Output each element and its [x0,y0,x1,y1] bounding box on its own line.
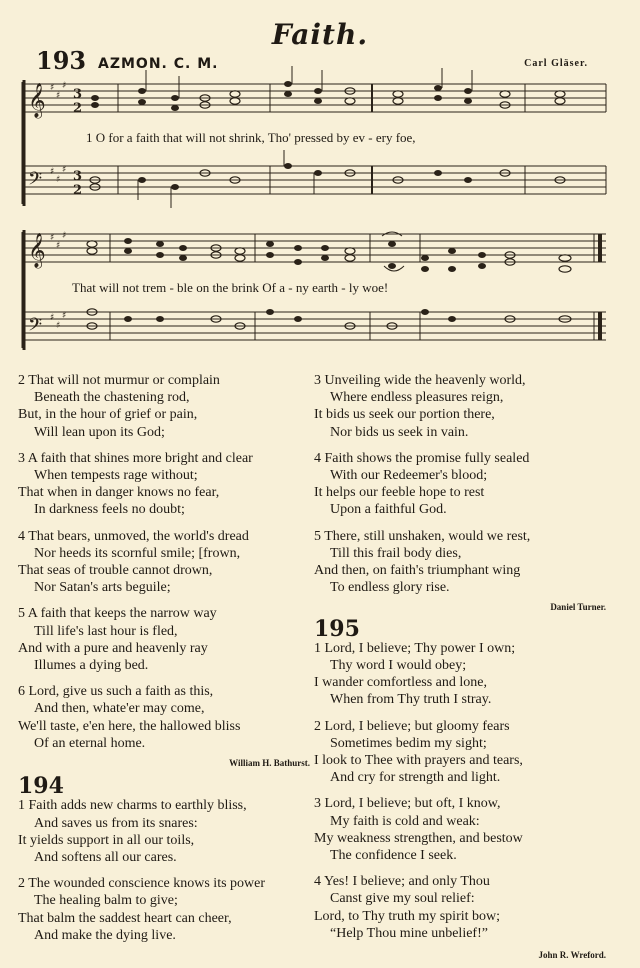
stanza-line: 3 A faith that shines more bright and clear [18,450,253,466]
stanza-line: 5 A faith that keeps the narrow way [18,606,217,622]
stanza [314,450,606,519]
stanza [18,528,310,597]
stanza-line: Will lean upon its God; [34,424,165,440]
svg-text:♯: ♯ [56,321,61,331]
svg-text:3: 3 [73,87,83,102]
stanza [18,372,310,441]
stanza-line: I look to Thee with prayers and tears, [314,753,523,769]
svg-text:♯: ♯ [56,175,61,185]
stanza [18,683,310,752]
stanza-line: Nor bids us seek in vain. [330,424,469,440]
hymn-number-195: 195 [314,615,360,642]
stanza-line: When from Thy truth I stray. [330,692,492,708]
stanza-line: My faith is cold and weak: [330,813,480,829]
stanza-line: And make the dying live. [34,927,176,943]
stanza-line: To endless glory rise. [330,580,450,596]
stanza-line: That when in danger knows no fear, [18,485,220,501]
stanza-line: 2 That will not murmur or complain [18,373,220,388]
stanza-line: “Help Thou mine unbelief!” [330,925,488,941]
svg-text:♯: ♯ [50,313,55,323]
hymn-number-194: 194 [18,773,64,800]
tune-name: AZMON. C. M. [98,56,219,72]
stanza-line: Of an eternal home. [34,735,146,751]
stanza-line: My weakness strengthen, and bestow [314,830,523,846]
stanza-line: We'll taste, e'en here, the hallowed bliss [18,718,241,734]
svg-text:♯: ♯ [50,83,55,93]
stanza-line: But, in the hour of grief or pain, [18,407,198,423]
stanza-line: 3 Unveiling wide the heavenly world, [314,373,526,388]
composer-name: Carl Gläser. [524,58,588,69]
author-193: William H. Bathurst. [229,758,310,769]
stanza-line: It helps our feeble hope to rest [314,485,485,501]
stanza [18,797,310,866]
svg-text:2: 2 [73,183,83,198]
author-194: Daniel Turner. [550,602,606,613]
hymn-194-stanzas-left [18,797,310,944]
stanza-line: And softens all our cares. [34,850,177,866]
svg-text:♯: ♯ [62,165,67,175]
stanza-line: 5 There, still unshaken, would we rest, [314,528,531,544]
stanza-line: Thy word I would obey; [330,658,467,674]
stanza-line: With our Redeemer's blood; [330,468,488,484]
stanza-line: 3 Lord, I believe; but oft, I know, [314,796,501,812]
hymn-number-193: 193 [36,46,87,75]
stanza [314,528,606,597]
stanza-line: When tempests rage without; [34,468,198,484]
page-title: Faith. [271,18,369,51]
stanza-line: And cry for strength and light. [330,770,501,786]
svg-text:𝄞: 𝄞 [28,233,46,268]
stanza-line: 1 Lord, I believe; Thy power I own; [314,640,516,656]
hymn-194-stanzas-right [314,372,606,596]
stanza-line: 2 Lord, I believe; but gloomy fears [314,718,510,734]
stanza [18,450,310,519]
svg-text:𝄢: 𝄢 [28,315,43,340]
stanza-line: 6 Lord, give us such a faith as this, [18,684,214,700]
stanza-line: Beneath the chastening rod, [34,390,190,406]
svg-text:♯: ♯ [56,241,61,251]
left-column [18,372,310,953]
stanza [314,795,606,864]
stanza-line: In darkness feels no doubt; [34,502,185,518]
stanza-line: And then, on faith's triumphant wing [314,563,521,579]
stanza-line: I wander comfortless and lone, [314,675,487,691]
stanza [18,875,310,944]
stanza-line: The healing balm to give; [34,893,178,909]
svg-text:3: 3 [73,169,83,184]
svg-text:♯: ♯ [50,233,55,243]
stanza-line: Illumes a dying bed. [34,658,149,674]
stanza-line: Nor heeds its scornful smile; [frown, [34,545,241,561]
stanza [18,605,310,674]
hymn-193-stanzas [18,372,310,752]
author-195: John R. Wreford. [538,950,606,961]
stanza-line: Canst give my soul relief: [330,891,475,907]
svg-text:♯: ♯ [62,81,67,91]
stanza-line: Till life's last hour is fled, [34,623,178,639]
music-lyric-line-1: 1 O for a faith that will not shrink, Tho' pressed by ev - ery foe, [86,130,416,145]
svg-text:𝄞: 𝄞 [28,83,46,118]
stanza-line: That seas of trouble cannot drown, [18,563,213,579]
stanza-line: Lord, to Thy truth my spirit bow; [314,908,501,924]
stanza-line: And then, whate'er may come, [34,701,205,717]
stanza-line: That balm the saddest heart can cheer, [18,910,232,926]
stanza-line: 2 The wounded conscience knows its power [18,876,266,892]
stanza-line: Upon a faithful God. [330,502,447,518]
stanza-line: 4 Faith shows the promise fully sealed [314,450,530,466]
stanza-line: The confidence I seek. [330,848,457,864]
right-column [314,372,606,968]
svg-text:♯: ♯ [62,311,67,321]
stanza [314,718,606,787]
stanza [314,640,606,709]
stanza [314,873,606,942]
stanza-line: Nor Satan's arts beguile; [34,580,171,596]
hymn-195-stanzas [314,640,606,942]
stanza-line: Where endless pleasures reign, [330,390,504,406]
svg-text:♯: ♯ [56,91,61,101]
stanza-line: Sometimes bedim my sight; [330,735,487,751]
svg-text:♯: ♯ [50,167,55,177]
stanza-line: 1 Faith adds new charms to earthly bliss, [18,798,247,814]
stanza-line: 4 That bears, unmoved, the world's dread [18,528,249,544]
stanza-line: It yields support in all our toils, [18,832,195,848]
music-lyric-line-2: That will not trem - ble on the brink Of a - ny earth - ly woe! [72,280,389,295]
stanza-line: Till this frail body dies, [330,545,462,561]
svg-text:♯: ♯ [62,231,67,241]
stanza-line: And with a pure and heavenly ray [18,640,208,656]
svg-text:2: 2 [73,101,83,116]
stanza-line: It bids us seek our portion there, [314,407,495,423]
svg-text:𝄢: 𝄢 [28,169,43,194]
stanza [314,372,606,441]
stanza-line: And saves us from its snares: [34,815,198,831]
stanza-line: 4 Yes! I believe; and only Thou [314,874,490,890]
